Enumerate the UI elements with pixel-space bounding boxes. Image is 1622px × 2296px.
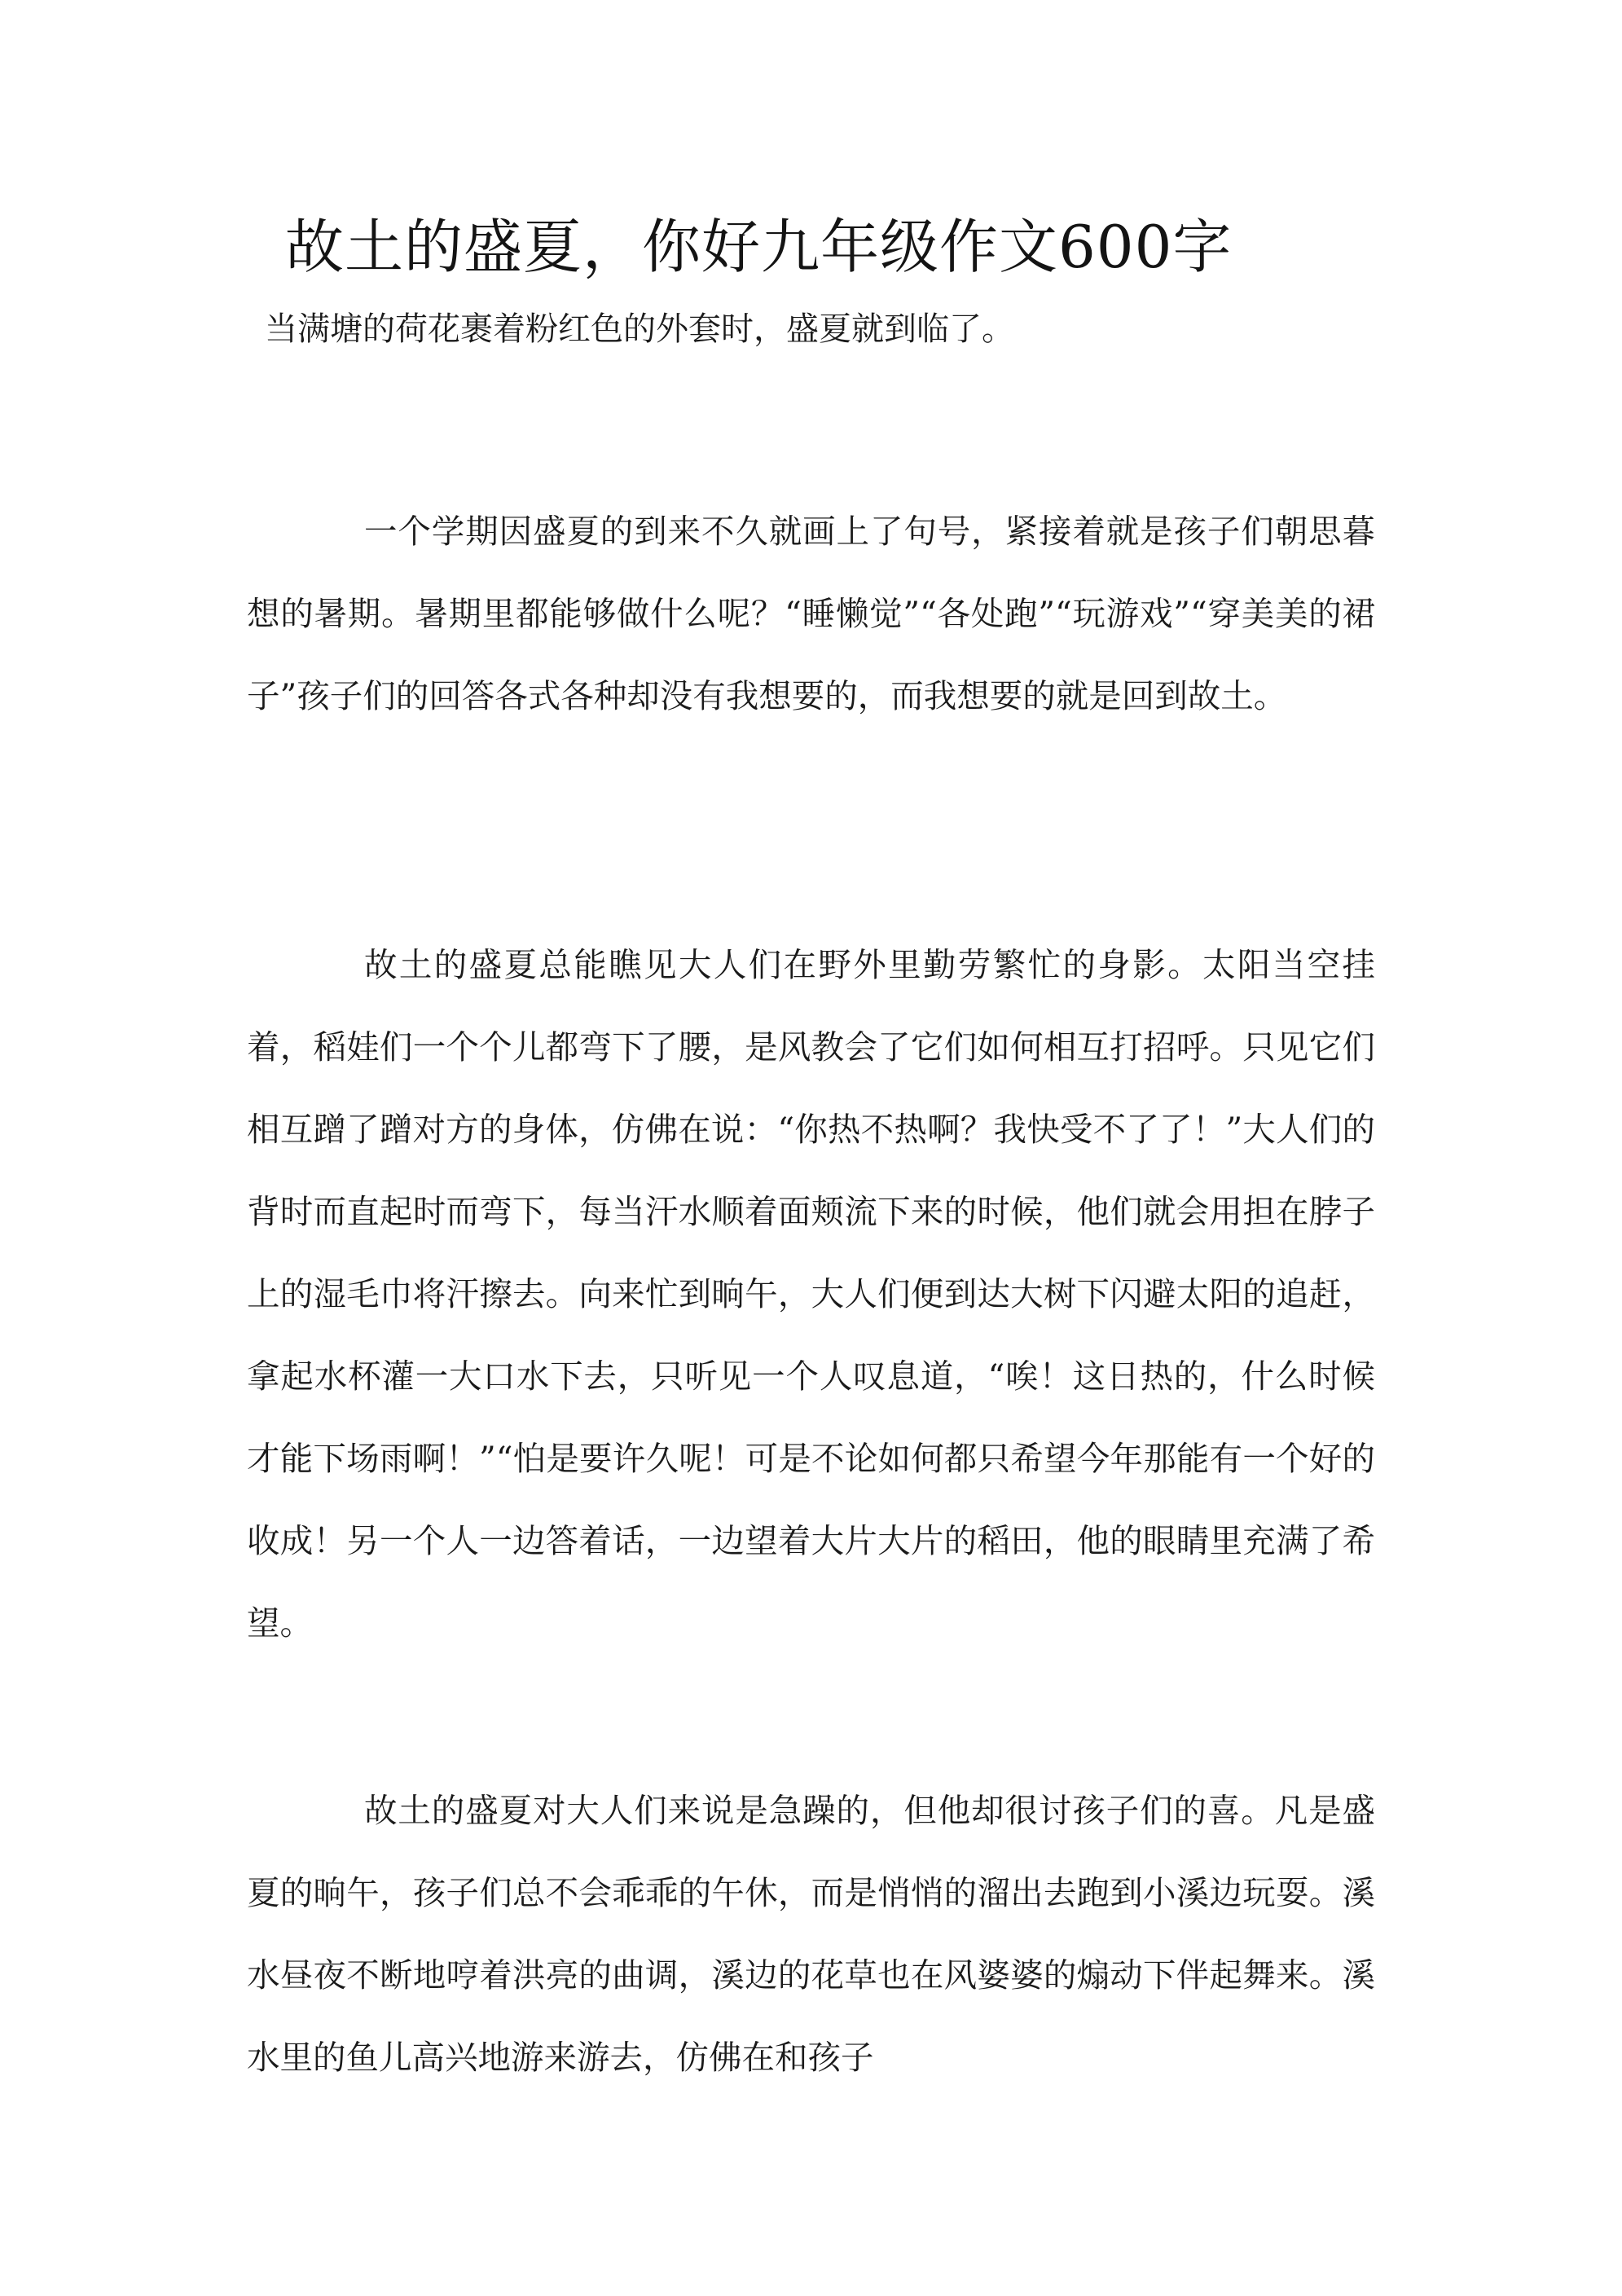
document-title: 故土的盛夏，你好九年级作文600字 [285,213,1233,281]
document-subtitle: 当满塘的荷花裹着粉红色的外套时，盛夏就到临了。 [265,310,1014,348]
paragraph-3: 故土的盛夏对大人们来说是急躁的，但他却很讨孩子们的喜。凡是盛夏的晌午，孩子们总不会乖乖的午休，而是悄悄的溜出去跑到小溪边玩耍。溪水昼夜不断地哼着洪亮的曲调，溪边的花草也在风婆婆的煽动下伴起舞来。溪水里的鱼儿高兴地游来游去，仿佛在和孩子 [247,1791,1375,2077]
paragraph-1: 一个学期因盛夏的到来不久就画上了句号，紧接着就是孩子们朝思暮想的暑期。暑期里都能够做什么呢？“睡懒觉”“各处跑”“玩游戏”“穿美美的裙子”孩子们的回答各式各种却没有我想要的，而我想要的就是回到故土。 [247,512,1375,715]
paragraph-2: 故土的盛夏总能瞧见大人们在野外里勤劳繁忙的身影。太阳当空挂着，稻娃们一个个儿都弯下了腰，是风教会了它们如何相互打招呼。只见它们相互蹭了蹭对方的身体，仿佛在说：“你热不热啊？我快受不了了！”大人们的背时而直起时而弯下，每当汗水顺着面颊流下来的时候，他们就会用担在脖子上的湿毛巾将汗擦去。向来忙到晌午，大人们便到达大树下闪避太阳的追赶，拿起水杯灌一大口水下去，只听见一个人叹息道，“唉！这日热的，什么时候才能下场雨啊！”“怕是要许久呢！可是不论如何都只希望今年那能有一个好的收成！另一个人一边答着话，一边望着大片大片的稻田，他的眼睛里充满了希望。 [247,945,1375,1643]
